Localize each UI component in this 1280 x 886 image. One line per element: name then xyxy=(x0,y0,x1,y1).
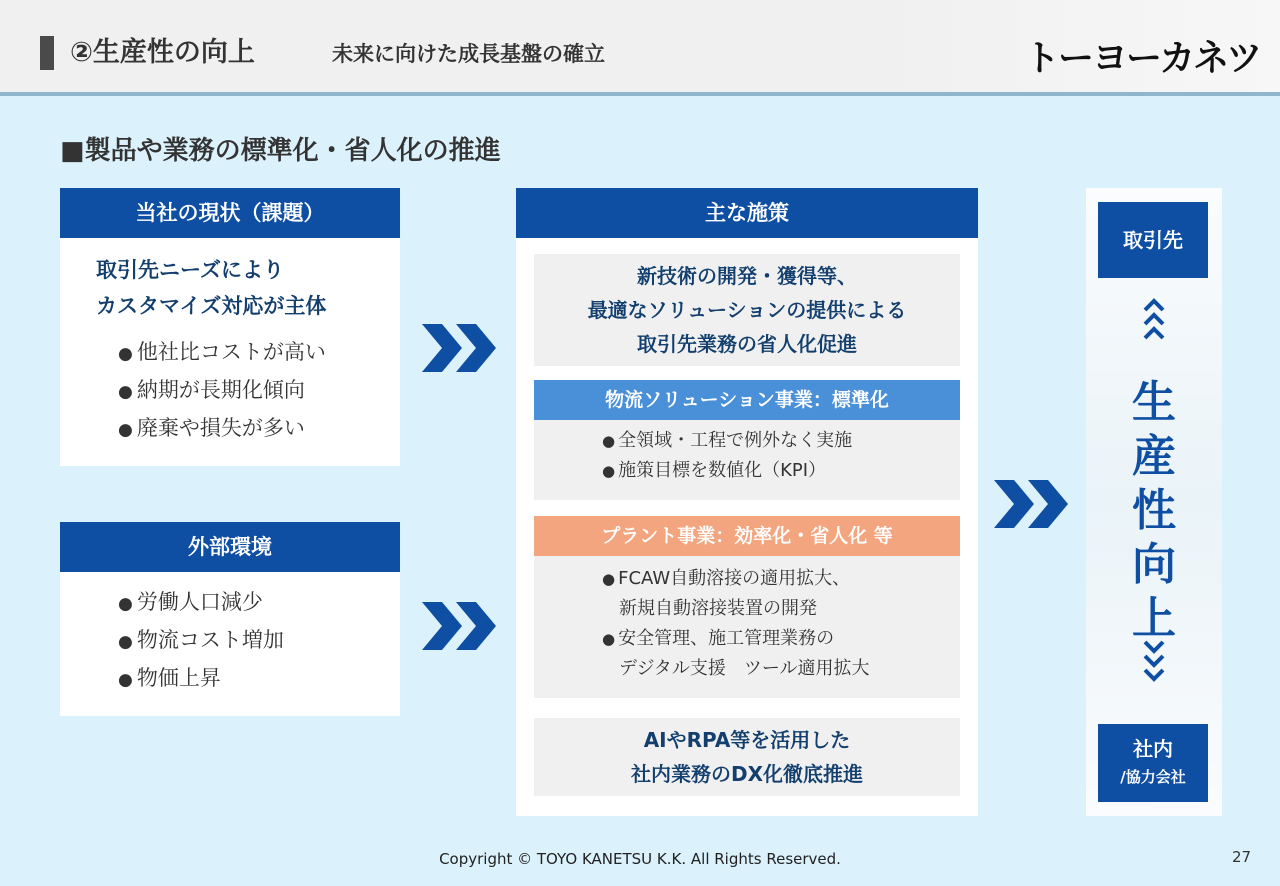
chevron-down-icon xyxy=(1142,636,1166,684)
copyright: Copyright © TOYO KANETSU K.K. All Rights Reserved. xyxy=(439,850,841,868)
chevron-up-icon xyxy=(1142,296,1166,344)
measure-box-technology xyxy=(534,254,960,366)
measure-line: 社内業務のDX化徹底推進 xyxy=(630,762,864,786)
list-item: ● 施策目標を数値化（KPI） xyxy=(602,456,852,486)
page-subtitle: 未来に向けた成長基盤の確立 xyxy=(332,42,605,66)
current-state-main-line: カスタマイズ対応が主体 xyxy=(96,294,327,318)
page-title: ②生産性の向上 xyxy=(70,37,255,68)
header-accent-bar xyxy=(40,36,54,70)
current-state-main xyxy=(96,252,326,324)
current-state-main-line: 取引先ニーズにより xyxy=(96,258,284,282)
double-chevron-right-icon xyxy=(992,478,1070,530)
productivity-column xyxy=(1086,188,1222,816)
double-chevron-right-icon xyxy=(420,322,498,374)
measure-box-ai xyxy=(534,718,960,796)
external-bullets xyxy=(118,584,284,698)
list-item: ● 納期が長期化傾向 xyxy=(118,372,326,410)
current-state-heading: 当社の現状（課題） xyxy=(60,188,400,238)
measure-line: 新技術の開発・獲得等、 xyxy=(637,264,857,288)
internal-label xyxy=(1098,724,1208,802)
list-item: ● FCAW自動溶接の適用拡大、 xyxy=(602,564,870,594)
client-label: 取引先 xyxy=(1098,202,1208,278)
external-heading: 外部環境 xyxy=(60,522,400,572)
plant-heading: プラント事業：効率化・省人化 等 xyxy=(534,516,960,556)
list-item: デジタル支援 ツール適用拡大 xyxy=(619,658,870,679)
list-item: ● 廃棄や損失が多い xyxy=(118,410,326,448)
list-item: 新規自動溶接装置の開発 xyxy=(619,598,817,619)
logistics-heading: 物流ソリューション事業：標準化 xyxy=(534,380,960,420)
slide-header xyxy=(0,0,1280,96)
list-item: ● 物流コスト増加 xyxy=(118,622,284,660)
measure-line: 取引先業務の省人化促進 xyxy=(637,332,857,356)
current-state-bullets xyxy=(118,334,326,448)
double-chevron-right-icon xyxy=(420,600,498,652)
current-state-panel xyxy=(60,188,400,466)
measures-heading: 主な施策 xyxy=(516,188,978,238)
list-item: ● 労働人口減少 xyxy=(118,584,284,622)
measure-box-logistics xyxy=(534,380,960,500)
internal-label-line1: 社内 xyxy=(1133,737,1173,761)
internal-label-line2: /協力会社 xyxy=(1120,768,1186,786)
measure-line: AIやRPA等を活用した xyxy=(643,728,851,752)
measure-line: 最適なソリューションの提供による xyxy=(587,298,907,322)
productivity-word: 生 産 性 向 上 xyxy=(1132,377,1176,644)
section-title: ■製品や業務の標準化・省人化の推進 xyxy=(60,136,501,166)
list-item: ● 全領域・工程で例外なく実施 xyxy=(602,426,852,456)
measure-box-plant xyxy=(534,516,960,698)
plant-bullets xyxy=(602,564,870,684)
list-item: ● 安全管理、施工管理業務の xyxy=(602,624,870,654)
page-number: 27 xyxy=(1232,848,1252,866)
list-item: ● 他社比コストが高い xyxy=(118,334,326,372)
measures-panel xyxy=(516,188,978,816)
external-panel xyxy=(60,522,400,716)
list-item: ● 物価上昇 xyxy=(118,660,284,698)
logistics-bullets xyxy=(602,426,852,486)
company-logo: トーヨーカネツ xyxy=(1024,38,1261,79)
